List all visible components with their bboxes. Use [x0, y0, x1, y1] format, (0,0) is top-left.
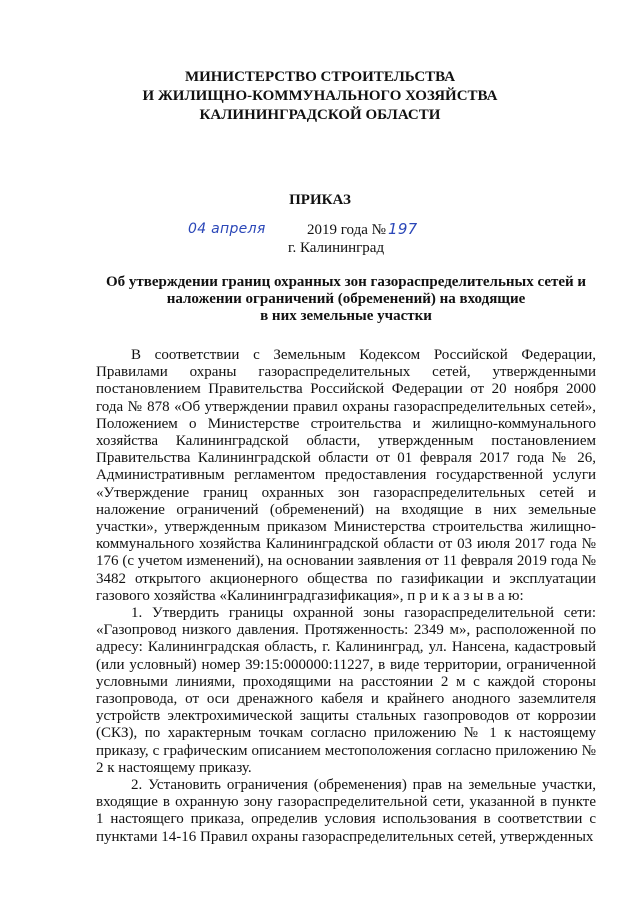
- ministry-heading: [0, 68, 640, 125]
- order-subject: [96, 274, 596, 325]
- paragraph-item-1: 1. Утвердить границы охранной зоны газораспределительной сети: «Газопровод низкого давления. Протяженность: 2349 м», расположенной по адресу: Калининградская область, г. Калининград, ул. Нансена, кадастровый (или условный) номер 39:15:000000:11227, в виде территории, ограниченной условными линиями, проходящими на расстоянии 2 м с каждой стороны газопровода, от оси дренажного кабеля и крайнего анодного заземлителя устройств электрохимической защиты стальных газопроводов от коррозии (СКЗ), по характерным точкам согласно приложению № 1 к настоящему приказу, с графическим описанием местоположения согласно приложению № 2 к настоящему приказу.: [96, 605, 596, 776]
- subject-line-3: в них земельные участки: [260, 308, 432, 324]
- subject-line-2: наложении ограничений (обременений) на входящие: [166, 291, 526, 307]
- ministry-line-3: КАЛИНИНГРАДСКОЙ ОБЛАСТИ: [199, 107, 441, 123]
- order-title: ПРИКАЗ: [289, 192, 351, 208]
- order-body: [96, 347, 596, 846]
- handwritten-order-number: 197: [388, 220, 418, 238]
- city-line: г. Калининград: [288, 240, 385, 256]
- printed-date: 2019 года №: [307, 222, 386, 238]
- ministry-line-2: И ЖИЛИЩНО-КОММУНАЛЬНОГО ХОЗЯЙСТВА: [142, 88, 498, 104]
- handwritten-date: 04 апреля: [188, 221, 266, 237]
- ministry-line-1: МИНИСТЕРСТВО СТРОИТЕЛЬСТВА: [184, 69, 456, 85]
- paragraph-item-2: 2. Установить ограничения (обременения) прав на земельные участки, входящие в охранную зону газораспределительной сети, указанной в пункте 1 настоящего приказа, определив условия использования в соответствии с пунктами 14-16 Правил охраны газораспределительных сетей, утвержденных: [96, 777, 596, 845]
- subject-line-1: Об утверждении границ охранных зон газораспределительных сетей и: [105, 274, 587, 290]
- paragraph-preamble: В соответствии с Земельным Кодексом Российской Федерации, Правилами охраны газораспределительных сетей, утвержденными постановлением Правительства Российской Федерации от 20 ноября 2000 года № 878 «Об утверждении правил охраны газораспределительных сетей», Положением о Министерстве строительства и жилищно-коммунального хозяйства Калининградской области, утвержденным постановлением Правительства Калининградской области от 01 февраля 2017 года № 26, Административным регламентом предоставления государственной услуги «Утверждение границ охранных зон газораспределительных сетей и наложение ограничений (обременений) на входящие в них земельные участки», утвержденным приказом Министерства строительства жилищно-коммунального хозяйства Калининградской области от 03 июля 2017 года № 176 (с учетом изменений), на основании заявления от 11 февраля 2019 года № 3482 открытого акционерного общества по газификации и эксплуатации газового хозяйства «Калининградгазификация», п р и к а з ы в а ю:: [96, 347, 596, 604]
